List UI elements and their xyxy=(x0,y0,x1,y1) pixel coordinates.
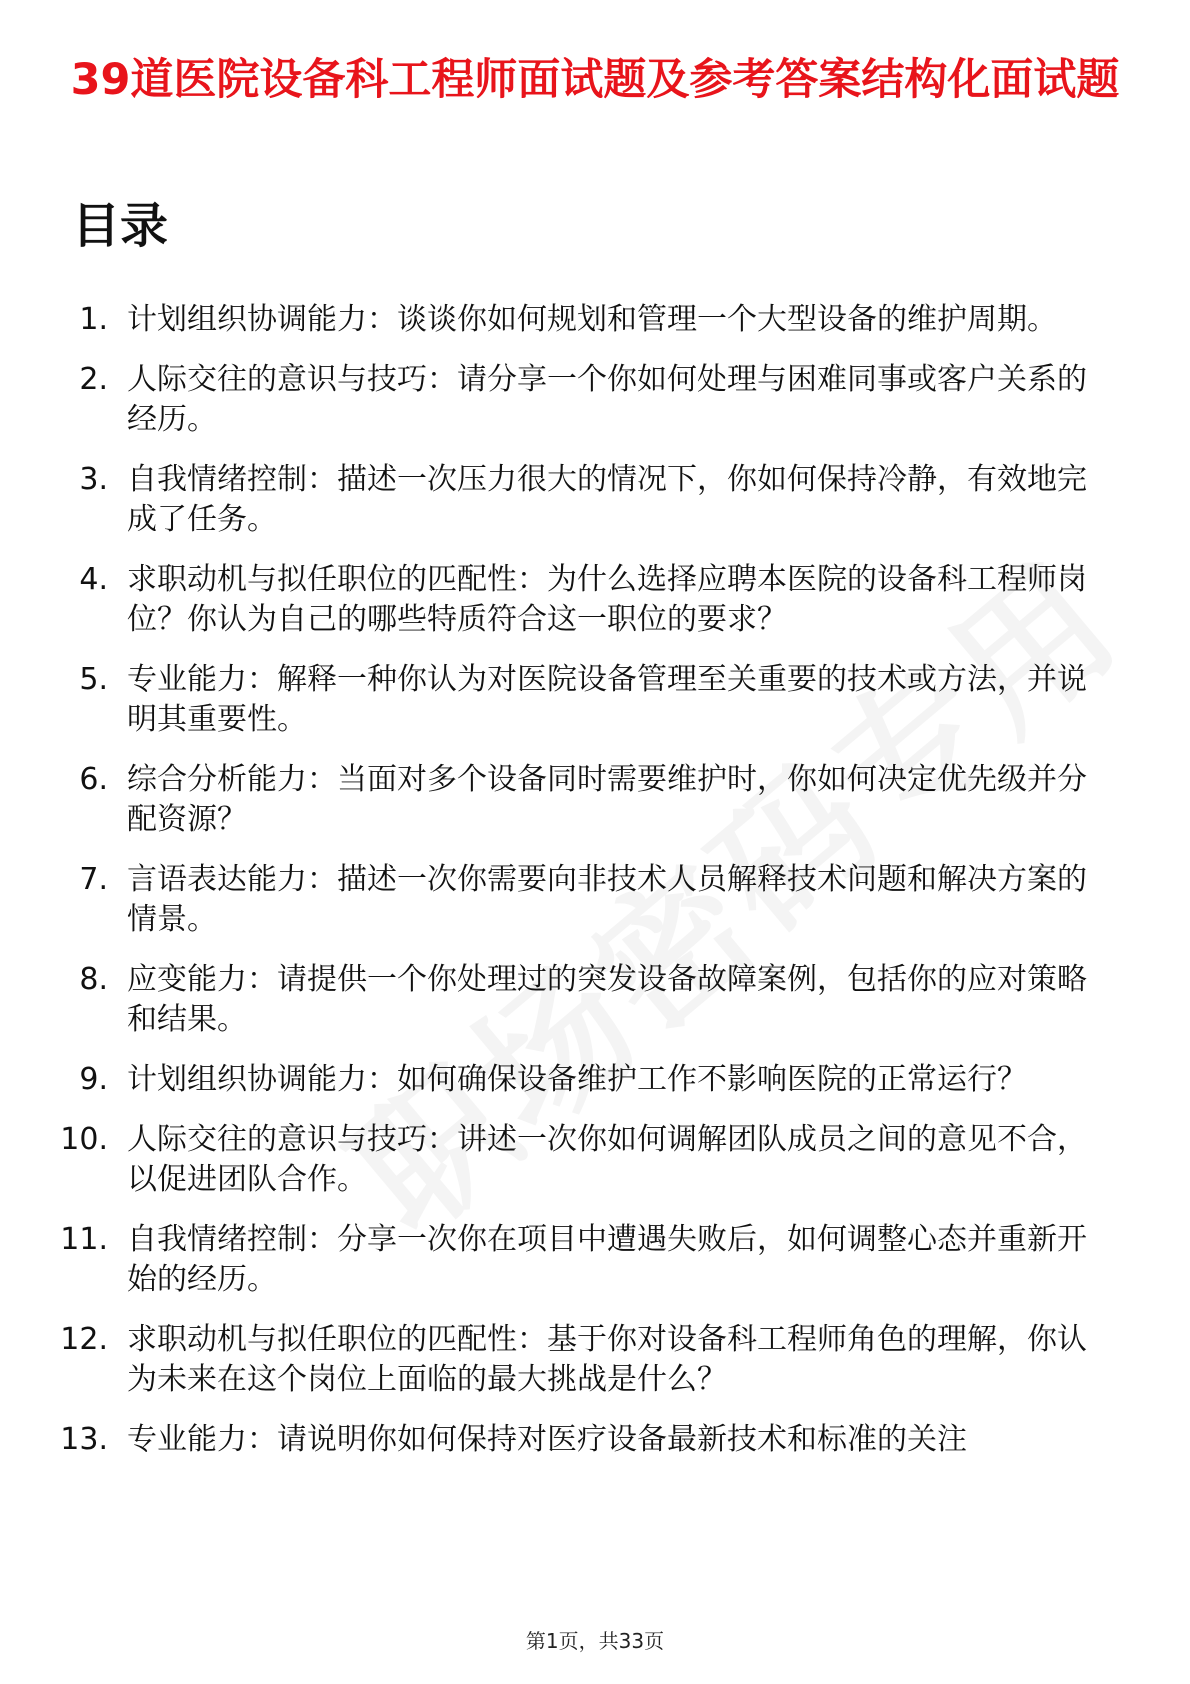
page-footer: 第1页，共33页 xyxy=(525,1629,665,1653)
toc-item[interactable] xyxy=(0,860,1190,940)
toc-item-text[interactable]: 专业能力：请说明你如何保持对医疗设备最新技术和标准的关注 xyxy=(127,1422,967,1457)
toc-item-number: 11. xyxy=(60,1222,108,1257)
toc-item-number: 3. xyxy=(79,462,108,497)
toc-item[interactable] xyxy=(0,460,1190,540)
toc-item[interactable] xyxy=(0,1120,1190,1200)
toc-item-text[interactable]: 计划组织协调能力：如何确保设备维护工作不影响医院的正常运行？ xyxy=(127,1062,1027,1097)
toc-item[interactable] xyxy=(0,660,1190,740)
toc-item-text[interactable]: 言语表达能力：描述一次你需要向非技术人员解释技术问题和解决方案的情景。 xyxy=(127,862,1087,937)
toc-item-text[interactable]: 人际交往的意识与技巧：讲述一次你如何调解团队成员之间的意见不合，以促进团队合作。 xyxy=(127,1122,1087,1197)
toc-item[interactable] xyxy=(0,1420,1190,1460)
toc-item[interactable] xyxy=(0,300,1190,340)
toc-item-number: 2. xyxy=(79,362,108,397)
toc-list xyxy=(0,300,1190,1480)
toc-item-number: 1. xyxy=(79,302,108,337)
toc-item-number: 13. xyxy=(60,1422,108,1457)
toc-heading: 目录 xyxy=(72,198,169,254)
toc-item-number: 5. xyxy=(79,662,108,697)
toc-item-text[interactable]: 计划组织协调能力：谈谈你如何规划和管理一个大型设备的维护周期。 xyxy=(127,302,1057,337)
toc-item[interactable] xyxy=(0,360,1190,440)
toc-item-number: 6. xyxy=(79,762,108,797)
toc-item-text[interactable]: 专业能力：解释一种你认为对医院设备管理至关重要的技术或方法，并说明其重要性。 xyxy=(127,662,1087,737)
document-title: 39道医院设备科工程师面试题及参考答案结构化面试题 xyxy=(70,55,1120,105)
toc-item-text[interactable]: 自我情绪控制：描述一次压力很大的情况下，你如何保持冷静，有效地完成了任务。 xyxy=(127,462,1087,537)
toc-item-number: 4. xyxy=(79,562,108,597)
toc-item[interactable] xyxy=(0,960,1190,1040)
toc-item-number: 10. xyxy=(60,1122,108,1157)
toc-item-number: 12. xyxy=(60,1322,108,1357)
toc-item-text[interactable]: 人际交往的意识与技巧：请分享一个你如何处理与困难同事或客户关系的经历。 xyxy=(127,362,1087,437)
toc-item-text[interactable]: 求职动机与拟任职位的匹配性：基于你对设备科工程师角色的理解，你认为未来在这个岗位上面临的最大挑战是什么？ xyxy=(127,1322,1087,1397)
toc-item-text[interactable]: 应变能力：请提供一个你处理过的突发设备故障案例，包括你的应对策略和结果。 xyxy=(127,962,1087,1037)
toc-item-number: 9. xyxy=(79,1062,108,1097)
toc-item-number: 8. xyxy=(79,962,108,997)
toc-item[interactable] xyxy=(0,560,1190,640)
toc-item[interactable] xyxy=(0,760,1190,840)
toc-item-number: 7. xyxy=(79,862,108,897)
toc-item[interactable] xyxy=(0,1320,1190,1400)
toc-item-text[interactable]: 求职动机与拟任职位的匹配性：为什么选择应聘本医院的设备科工程师岗位？你认为自己的哪些特质符合这一职位的要求？ xyxy=(127,562,1087,637)
toc-item-text[interactable]: 自我情绪控制：分享一次你在项目中遭遇失败后，如何调整心态并重新开始的经历。 xyxy=(127,1222,1087,1297)
toc-item-text[interactable]: 综合分析能力：当面对多个设备同时需要维护时，你如何决定优先级并分配资源？ xyxy=(127,762,1087,837)
toc-item[interactable] xyxy=(0,1220,1190,1300)
toc-item[interactable] xyxy=(0,1060,1190,1100)
